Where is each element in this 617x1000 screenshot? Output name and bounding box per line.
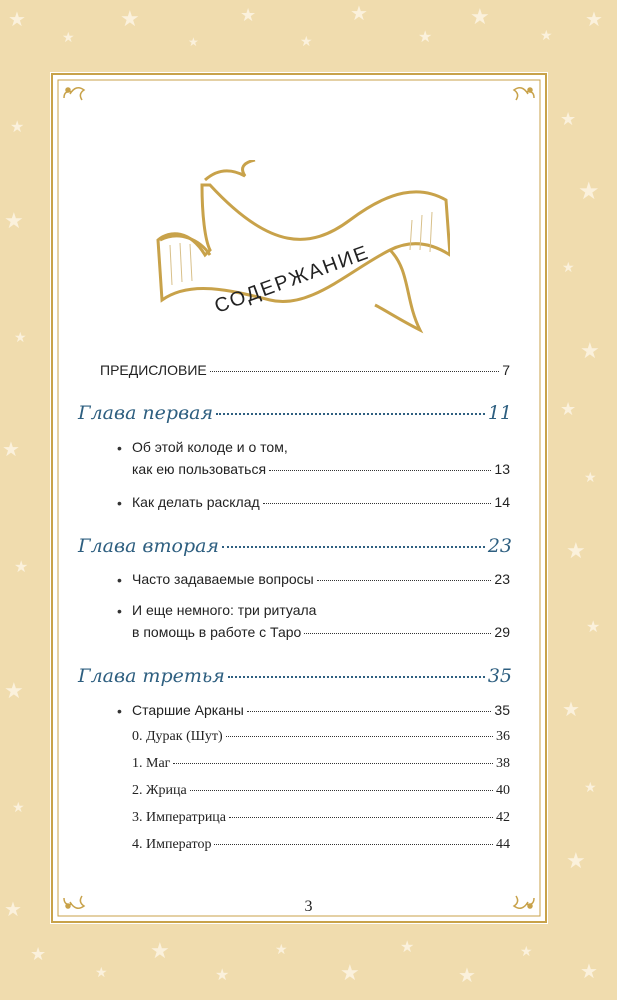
leader-dots bbox=[263, 503, 492, 504]
entry-1-1-line1[interactable]: Об этой колоде и о том, bbox=[132, 439, 288, 455]
subentry-0-label: 0. Дурак (Шут) bbox=[132, 729, 223, 744]
chapter-3-page: 35 bbox=[487, 665, 512, 687]
leader-dots bbox=[229, 817, 493, 818]
entry-2-1-page: 23 bbox=[494, 571, 510, 587]
leader-dots bbox=[210, 371, 499, 372]
toc-entry-1-1[interactable] bbox=[132, 461, 510, 477]
entry-1-2-page: 14 bbox=[494, 494, 510, 510]
bullet-icon: • bbox=[117, 440, 122, 456]
bullet-icon: • bbox=[117, 572, 122, 588]
subentry-1-label: 1. Маг bbox=[132, 756, 171, 771]
leader-dots bbox=[222, 546, 485, 548]
subentry-0-page: 36 bbox=[496, 729, 510, 744]
leader-dots bbox=[173, 763, 493, 764]
chapter-2-page: 23 bbox=[487, 535, 512, 557]
entry-1-2-label: Как делать расклад bbox=[132, 494, 260, 510]
entry-2-1-label: Часто задаваемые вопросы bbox=[132, 571, 314, 587]
subentry-2-label: 2. Жрица bbox=[132, 783, 187, 798]
chapter-2-label: Глава вторая bbox=[78, 535, 220, 557]
toc-entry-2-1[interactable] bbox=[132, 571, 510, 587]
entry-2-2-line1[interactable]: И еще немного: три ритуала bbox=[132, 602, 317, 618]
leader-dots bbox=[216, 413, 485, 415]
leader-dots bbox=[228, 676, 485, 678]
subentry-1-page: 38 bbox=[496, 756, 510, 771]
toc-chapter-3[interactable] bbox=[78, 665, 512, 687]
subentry-2-page: 40 bbox=[496, 783, 510, 798]
toc-entry-3-1[interactable] bbox=[132, 702, 510, 718]
corner-ornament-top-right bbox=[514, 88, 534, 100]
toc-preface[interactable] bbox=[100, 362, 510, 378]
leader-dots bbox=[226, 736, 493, 737]
bullet-icon: • bbox=[117, 603, 122, 619]
entry-2-2-page: 29 bbox=[494, 624, 510, 640]
star-pattern: ★ ★ ★ ★ ★ ★ ★ ★ ★ ★ ★ ★ ★ ★ ★ ★ ★ ★ ★ ★ ★ ★ ★ ★ ★ ★ ★ ★ ★ ★ ★ ★ ★ ★ ★ ★ ★ ★ ★ ★ bbox=[2, 3, 603, 987]
toc-chapter-2[interactable] bbox=[78, 535, 512, 557]
toc-entry-1-2[interactable] bbox=[132, 494, 510, 510]
chapter-1-page: 11 bbox=[487, 402, 512, 424]
toc-entry-2-2[interactable] bbox=[132, 624, 510, 640]
leader-dots bbox=[214, 844, 493, 845]
entry-2-2-line2: в помощь в работе с Таро bbox=[132, 624, 302, 640]
bullet-icon: • bbox=[117, 495, 122, 511]
leader-dots bbox=[269, 470, 491, 471]
leader-dots bbox=[190, 790, 493, 791]
preface-page: 7 bbox=[502, 362, 510, 378]
entry-1-1-line2: как ею пользоваться bbox=[132, 461, 267, 477]
subentry-4-page: 44 bbox=[496, 837, 510, 852]
toc-chapter-1[interactable] bbox=[78, 402, 512, 424]
page-number: 3 bbox=[304, 898, 313, 915]
toc-subentry-3[interactable] bbox=[132, 810, 510, 826]
toc-subentry-4[interactable] bbox=[132, 837, 510, 853]
leader-dots bbox=[317, 580, 492, 581]
bullet-icon: • bbox=[117, 703, 122, 719]
chapter-1-label: Глава первая bbox=[78, 402, 214, 424]
subentry-3-page: 42 bbox=[496, 810, 510, 825]
subentry-3-label: 3. Императрица bbox=[132, 810, 227, 825]
toc-subentry-0[interactable] bbox=[132, 729, 510, 745]
subentry-4-label: 4. Император bbox=[132, 837, 212, 852]
page-title: СОДЕРЖАНИЕ bbox=[211, 241, 373, 318]
leader-dots bbox=[304, 633, 491, 634]
entry-3-1-label: Старшие Арканы bbox=[132, 702, 244, 718]
entry-1-1-page: 13 bbox=[494, 461, 510, 477]
toc-subentry-1[interactable] bbox=[132, 756, 510, 772]
entry-3-1-page: 35 bbox=[494, 702, 510, 718]
corner-ornament-top-left bbox=[64, 88, 84, 100]
leader-dots bbox=[247, 711, 492, 712]
chapter-3-label: Глава третья bbox=[78, 665, 225, 687]
ribbon-banner bbox=[150, 160, 450, 340]
toc-subentry-2[interactable] bbox=[132, 783, 510, 799]
preface-label: ПРЕДИСЛОВИЕ bbox=[100, 362, 207, 378]
